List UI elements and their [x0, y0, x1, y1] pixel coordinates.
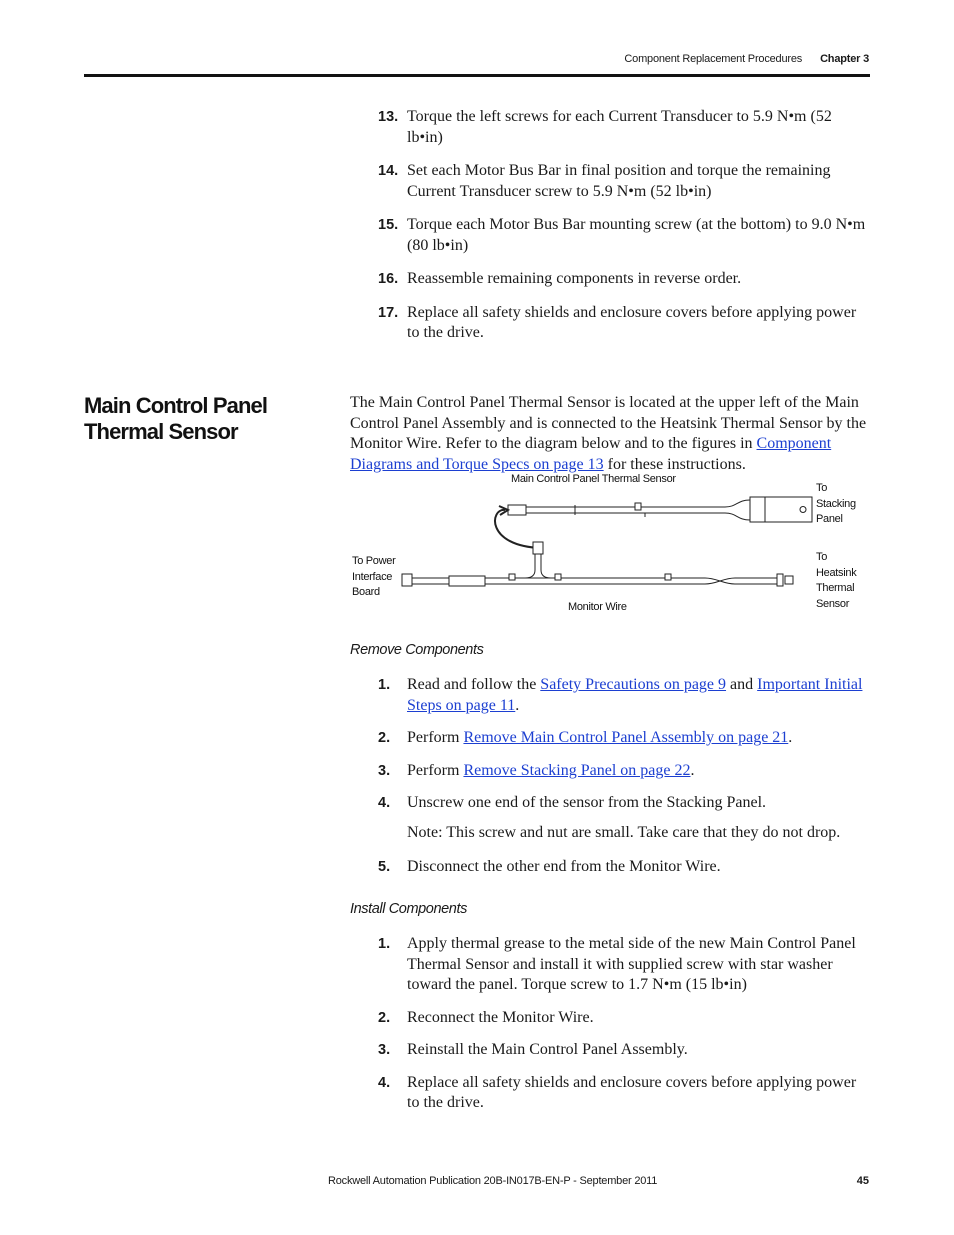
list-item — [378, 793, 870, 843]
stacking-connector — [750, 497, 812, 522]
header-chapter: Chapter 3 — [820, 53, 869, 65]
list-item — [378, 107, 870, 148]
remove-stacking-panel-link[interactable]: Remove Stacking Panel on page 22 — [463, 761, 691, 779]
step-text: Set each Motor Bus Bar in final position and torque the remaining Current Transducer screw to 5.9 N•m (52 lb•in) — [407, 162, 831, 200]
step-text: Replace all safety shields and enclosure covers before applying power to the drive. — [407, 303, 857, 341]
step-text: Apply thermal grease to the metal side of the new Main Control Panel Thermal Sensor and install it with supplied screw with star washer toward the panel. Torque screw to 1.7 N•m (15 lb•in) — [407, 935, 856, 993]
step-text: Reconnect the Monitor Wire. — [407, 1008, 594, 1026]
step-text: and — [726, 676, 758, 693]
sensor-label: Main Control Panel Thermal Sensor — [511, 473, 676, 485]
step-number: 3. — [378, 762, 391, 779]
list-item — [378, 728, 870, 749]
step-number: 5. — [378, 859, 391, 875]
remove-components-heading: Remove Components — [350, 642, 484, 658]
step-text: Replace all safety shields and enclosure covers before applying power to the drive. — [407, 1073, 857, 1111]
footer-publication: Rockwell Automation Publication 20B-IN017B-EN-P - September 2011 — [328, 1175, 658, 1187]
step-text: . — [515, 696, 520, 714]
step-number: 16. — [378, 271, 399, 287]
list-item — [378, 161, 870, 202]
sensor-body — [508, 505, 526, 515]
step-number: 3. — [378, 1042, 391, 1058]
step-number: 13. — [378, 109, 399, 125]
step-text: Reassemble remaining components in reverse order. — [407, 270, 742, 287]
step-number: 2. — [378, 730, 391, 746]
component-diagrams-link[interactable]: Component Diagrams and Torque Specs on page 13 — [350, 435, 832, 473]
step-number: 4. — [378, 795, 391, 811]
step-text: . — [788, 729, 793, 746]
step-number: 15. — [378, 217, 399, 233]
list-item — [378, 215, 870, 256]
step-number: 14. — [378, 163, 399, 179]
step-number: 1. — [378, 677, 391, 693]
list-item — [378, 934, 870, 996]
page-number: 45 — [856, 1175, 869, 1187]
intro-text-end: for these instructions. — [603, 455, 746, 473]
to-power-board-label: To Power Interface Board — [352, 555, 396, 598]
list-item — [378, 1040, 870, 1061]
remove-main-control-panel-link[interactable]: Remove Main Control Panel Assembly on page 21 — [463, 729, 789, 746]
list-item — [378, 675, 870, 716]
list-item — [378, 269, 870, 290]
list-item — [378, 761, 870, 782]
running-header — [624, 53, 869, 65]
to-heatsink-label: To Heatsink Thermal Sensor — [816, 551, 857, 610]
safety-precautions-link[interactable]: Safety Precautions on page 9 — [540, 676, 727, 693]
section-title: Main Control Panel Thermal Sensor — [84, 393, 268, 444]
header-rule — [84, 74, 870, 77]
step-number: 4. — [378, 1074, 391, 1091]
thermal-sensor-diagram — [345, 470, 865, 620]
remove-steps-list — [378, 675, 870, 878]
important-initial-steps-link[interactable]: Important Initial Steps on page 11 — [407, 676, 863, 714]
intro-text: The Main Control Panel Thermal Sensor is located at the upper left of the Main Control Panel Assembly and is connected to the Heatsink Thermal Sensor by the Monitor Wire. Refer to the diagram below and to the figures in — [350, 394, 867, 452]
list-item — [378, 857, 870, 878]
step-number: 2. — [378, 1009, 391, 1026]
power-board-connector — [402, 574, 412, 586]
step-text: Read and follow the — [407, 676, 541, 693]
step-text: . — [690, 761, 695, 779]
list-item — [378, 303, 870, 344]
step-number: 1. — [378, 936, 391, 952]
step-text: Unscrew one end of the sensor from the Stacking Panel. — [407, 794, 767, 811]
list-item — [378, 1073, 870, 1114]
install-steps-list — [378, 934, 870, 1114]
step-text: Reinstall the Main Control Panel Assembly. — [407, 1041, 688, 1058]
install-components-heading: Install Components — [350, 901, 467, 917]
step-text: Disconnect the other end from the Monitor Wire. — [407, 858, 721, 875]
header-section: Component Replacement Procedures — [624, 53, 803, 65]
wiring-diagram — [345, 470, 865, 620]
section-intro — [350, 393, 870, 475]
step-text: Torque the left screws for each Current Transducer to 5.9 N•m (52 lb•in) — [407, 108, 832, 146]
torque-steps-list — [378, 107, 870, 344]
step-text: Torque each Motor Bus Bar mounting screw (at the bottom) to 9.0 N•m (80 lb•in) — [407, 216, 866, 254]
step-number: 17. — [378, 304, 399, 321]
heatsink-connector — [785, 576, 793, 584]
monitor-wire-label: Monitor Wire — [568, 601, 627, 613]
list-item — [378, 1008, 870, 1029]
step-note: Note: This screw and nut are small. Take care that they do not drop. — [407, 823, 841, 841]
to-stacking-panel-label: To Stacking Panel — [816, 482, 856, 525]
step-text: Perform — [407, 761, 464, 779]
step-text: Perform — [407, 729, 464, 746]
